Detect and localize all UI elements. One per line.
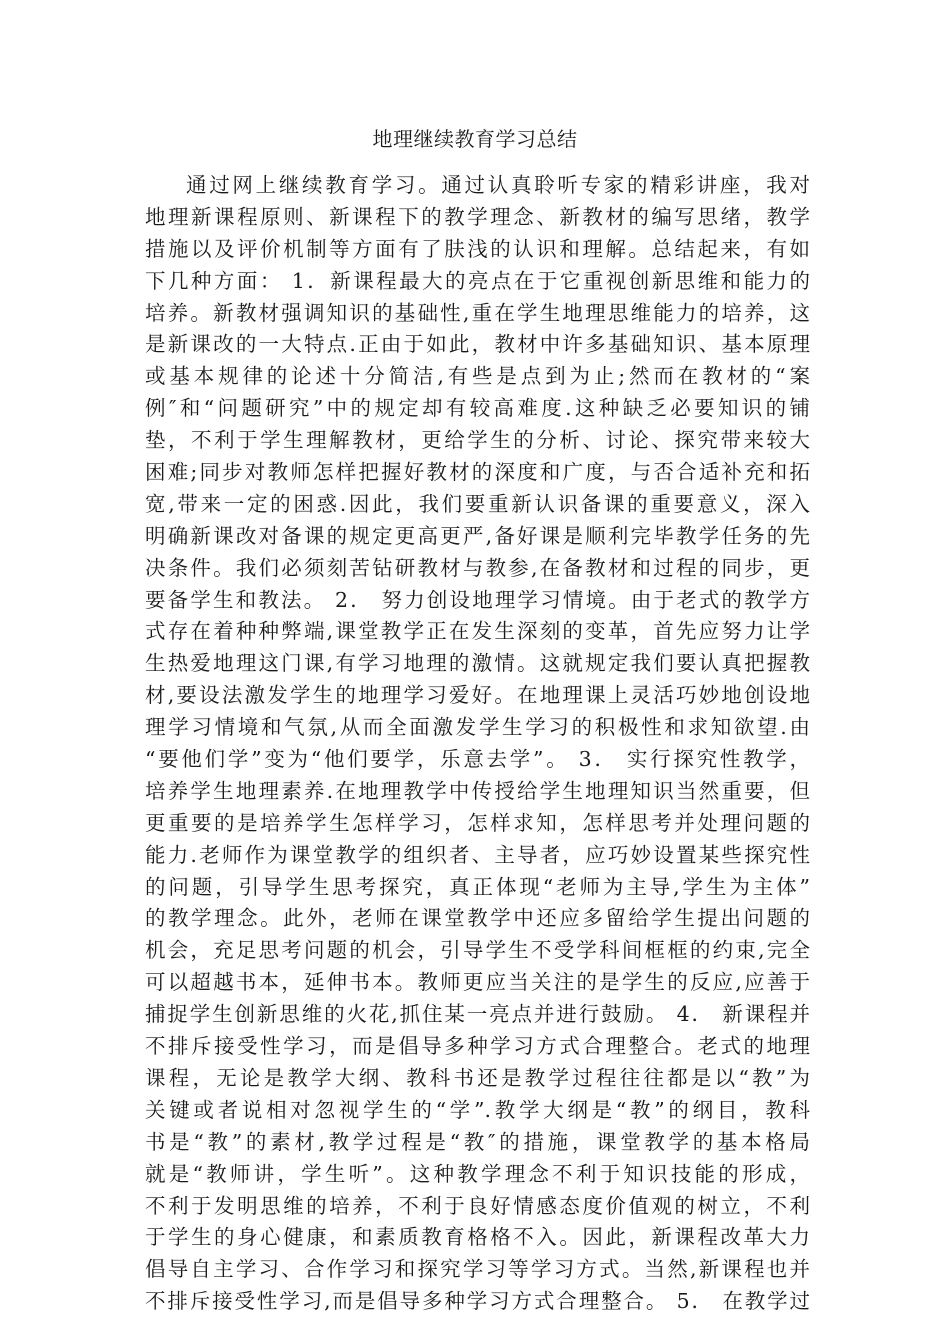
body-line: 例″和“问题研究”中的规定却有较高难度.这种缺乏必要知识的铺 bbox=[145, 396, 810, 421]
body-line: 决条件。我们必须刻苦钻研教材与教参,在备教材和过程的同步，更 bbox=[145, 555, 810, 580]
body-line: 的问题，引导学生思考探究，真正体现“老师为主导,学生为主体” bbox=[145, 874, 810, 899]
body-line: 生热爱地理这门课,有学习地理的激情。这就规定我们要认真把握教 bbox=[145, 651, 810, 676]
body-line: 要备学生和教法。 2． 努力创设地理学习情境。由于老式的教学方 bbox=[145, 587, 810, 612]
body-line: 就是“教师讲，学生听”。这种教学理念不利于知识技能的形成， bbox=[145, 1161, 810, 1186]
body-line: 式存在着种种弊端,课堂教学正在发生深刻的变革，首先应努力让学 bbox=[145, 619, 810, 644]
body-line: 书是“教”的素材,教学过程是“教″的措施，课堂教学的基本格局 bbox=[145, 1129, 810, 1154]
body-line: 不排斥接受性学习，而是倡导多种学习方式合理整合。老式的地理 bbox=[145, 1034, 810, 1059]
body-line: 困难;同步对教师怎样把握好教材的深度和广度，与否合适补充和拓 bbox=[145, 460, 810, 485]
body-line: 宽,带来一定的困惑.因此，我们要重新认识备课的重要意义，深入 bbox=[145, 491, 810, 516]
body-line: 培养。新教材强调知识的基础性,重在学生地理思维能力的培养，这 bbox=[145, 300, 810, 325]
body-line: 措施以及评价机制等方面有了肤浅的认识和理解。总结起来，有如 bbox=[145, 236, 810, 261]
body-line: 机会，充足思考问题的机会，引导学生不受学科间框框的约束,完全 bbox=[145, 938, 810, 963]
body-line: 明确新课改对备课的规定更高更严,备好课是顺利完毕教学任务的先 bbox=[145, 523, 810, 548]
body-line: 不排斥接受性学习,而是倡导多种学习方式合理整合。 5． 在教学过 bbox=[145, 1289, 810, 1314]
body-line: 垫，不利于学生理解教材，更给学生的分析、讨论、探究带来较大 bbox=[145, 428, 810, 453]
body-line: 理学习情境和气氛,从而全面激发学生学习的积极性和求知欲望.由 bbox=[145, 715, 810, 740]
body-line: 的教学理念。此外，老师在课堂教学中还应多留给学生提出问题的 bbox=[145, 906, 810, 931]
body-line: 或基本规律的论述十分简洁,有些是点到为止;然而在教材的“案 bbox=[145, 364, 810, 389]
body-line: 关键或者说相对忽视学生的“学”.教学大纲是“教”的纲目，教科 bbox=[145, 1097, 810, 1122]
body-line: 不利于发明思维的培养，不利于良好情感态度价值观的树立，不利 bbox=[145, 1193, 810, 1218]
body-line: 更重要的是培养学生怎样学习，怎样求知，怎样思考并处理问题的 bbox=[145, 810, 810, 835]
body-line: 可以超越书本，延伸书本。教师更应当关注的是学生的反应,应善于 bbox=[145, 970, 810, 995]
body-line: 培养学生地理素养.在地理教学中传授给学生地理知识当然重要，但 bbox=[145, 778, 810, 803]
document-body bbox=[145, 170, 810, 1318]
document-title: 地理继续教育学习总结 bbox=[372, 127, 578, 151]
body-line: 捕捉学生创新思维的火花,抓住某一亮点并进行鼓励。 4． 新课程并 bbox=[145, 1002, 810, 1027]
body-line: 倡导自主学习、合作学习和探究学习等学习方式。当然,新课程也并 bbox=[145, 1257, 810, 1282]
body-line: 地理新课程原则、新课程下的教学理念、新教材的编写思绪，教学 bbox=[145, 204, 810, 229]
body-line: 材,要设法激发学生的地理学习爱好。在地理课上灵活巧妙地创设地 bbox=[145, 683, 810, 708]
body-line: “要他们学”变为“他们要学，乐意去学”。 3． 实行探究性教学， bbox=[145, 747, 810, 772]
body-line: 课程，无论是教学大纲、教科书还是教学过程往往都是以“教”为 bbox=[145, 1065, 810, 1090]
body-line: 于学生的身心健康，和素质教育格格不入。因此，新课程改革大力 bbox=[145, 1225, 810, 1250]
body-line: 下几种方面： 1．新课程最大的亮点在于它重视创新思维和能力的 bbox=[145, 268, 810, 293]
body-line: 通过网上继续教育学习。通过认真聆听专家的精彩讲座，我对 bbox=[186, 173, 810, 197]
body-line: 能力.老师作为课堂教学的组织者、主导者，应巧妙设置某些探究性 bbox=[145, 842, 810, 867]
body-line: 是新课改的一大特点.正由于如此，教材中许多基础知识、基本原理 bbox=[145, 332, 810, 357]
